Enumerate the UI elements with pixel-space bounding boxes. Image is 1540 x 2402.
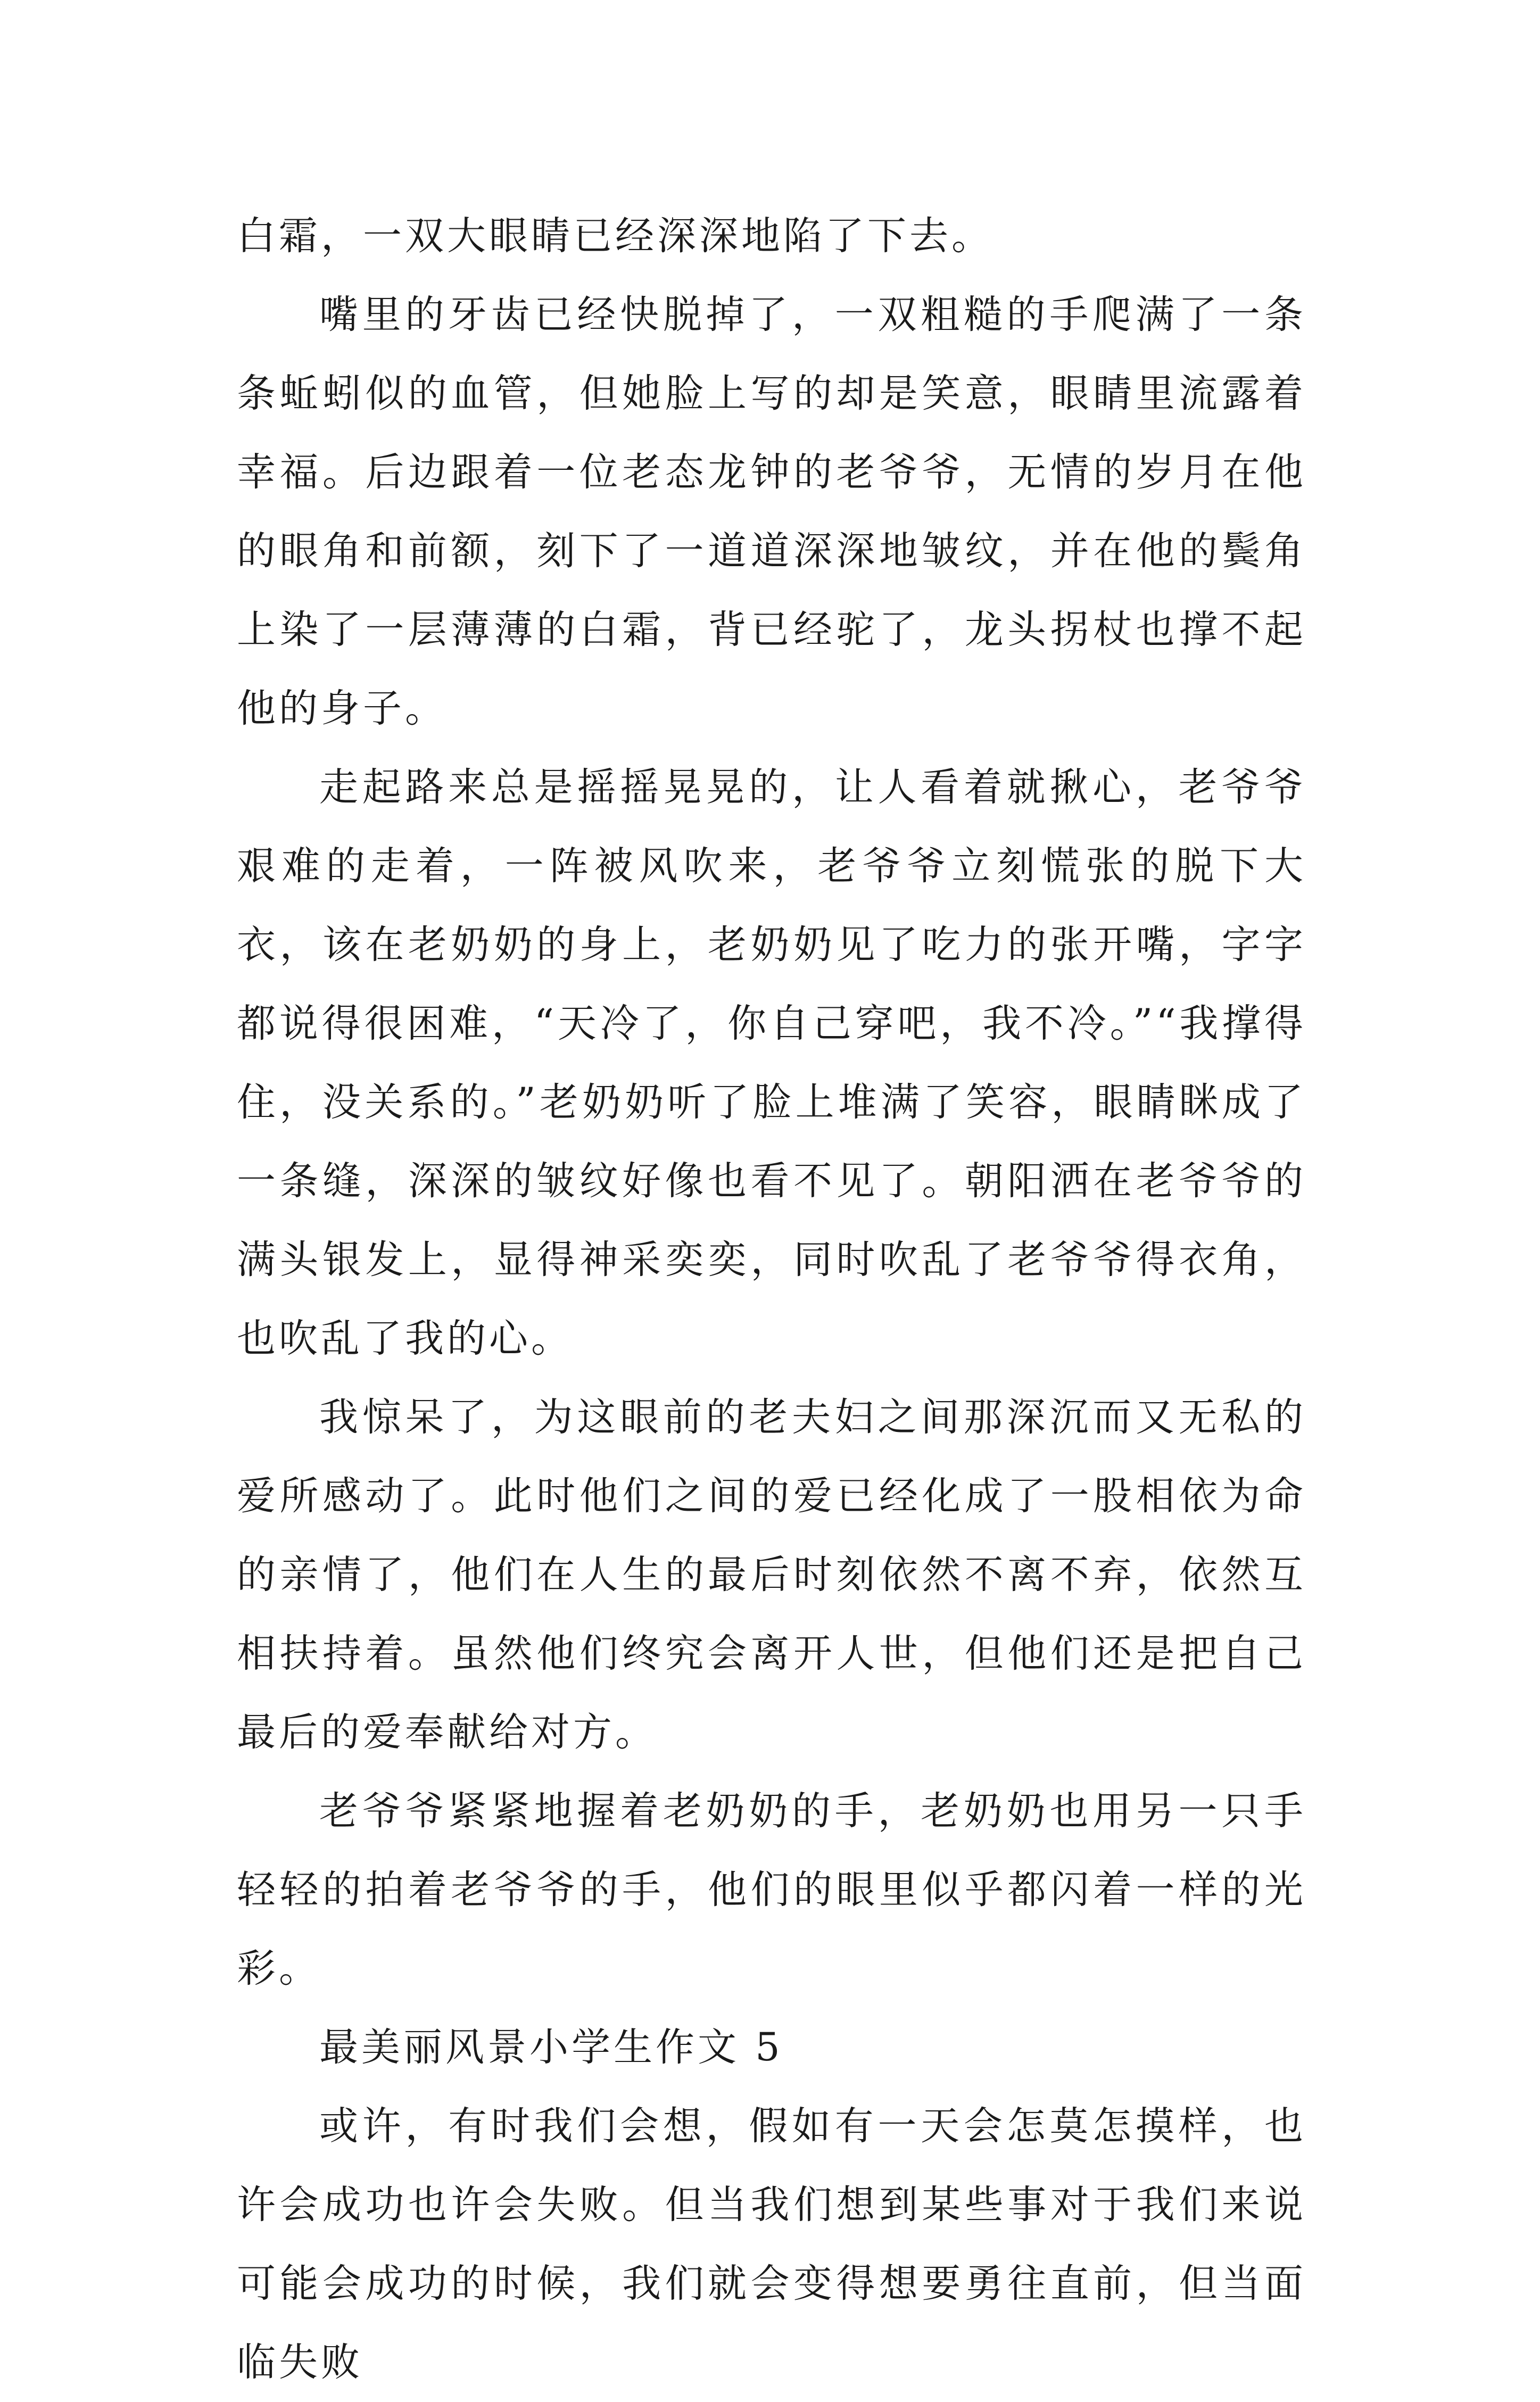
paragraph: 白霜，一双大眼睛已经深深地陷了下去。 xyxy=(237,213,993,259)
paragraph: 我惊呆了，为这眼前的老夫妇之间那深沉而又无私的爱所感动了。此时他们之间的爱已经化成了一股相依为命的亲情了，他们在人生的最后时刻依然不离不弃，依然互相扶持着。虽然他们终究会离开人世，但他们还是把自己最后的爱奉献给对方。 xyxy=(237,1395,1306,1755)
section-heading: 最美丽风景小学生作文 5 xyxy=(319,2025,783,2070)
paragraph: 走起路来总是摇摇晃晃的，让人看着就揪心，老爷爷艰难的走着，一阵被风吹来，老爷爷立刻慌张的脱下大衣，该在老奶奶的身上，老奶奶见了吃力的张开嘴，字字都说得很困难，“天冷了，你自己穿吧，我不冷。”“我撑得住，没关系的。”老奶奶听了脸上堆满了笑容，眼睛眯成了一条缝，深深的皱纹好像也看不见了。朝阳洒在老爷爷的满头银发上，显得神采奕奕，同时吹乱了老爷爷得衣角，也吹乱了我的心。 xyxy=(237,765,1306,1361)
paragraph: 老爷爷紧紧地握着老奶奶的手，老奶奶也用另一只手轻轻的拍着老爷爷的手，他们的眼里似乎都闪着一样的光彩。 xyxy=(237,1788,1306,1991)
document-body xyxy=(237,197,1306,2402)
paragraph: 嘴里的牙齿已经快脱掉了，一双粗糙的手爬满了一条条蚯蚓似的血管，但她脸上写的却是笑意，眼睛里流露着幸福。后边跟着一位老态龙钟的老爷爷，无情的岁月在他的眼角和前额，刻下了一道道深深地皱纹，并在他的鬓角上染了一层薄薄的白霜，背已经驼了，龙头拐杖也撑不起他的身子。 xyxy=(237,292,1306,731)
paragraph: 或许，有时我们会想，假如有一天会怎莫怎摸样，也许会成功也许会失败。但当我们想到某些事对于我们来说可能会成功的时候，我们就会变得想要勇往直前，但当面临失败 xyxy=(237,2103,1306,2385)
